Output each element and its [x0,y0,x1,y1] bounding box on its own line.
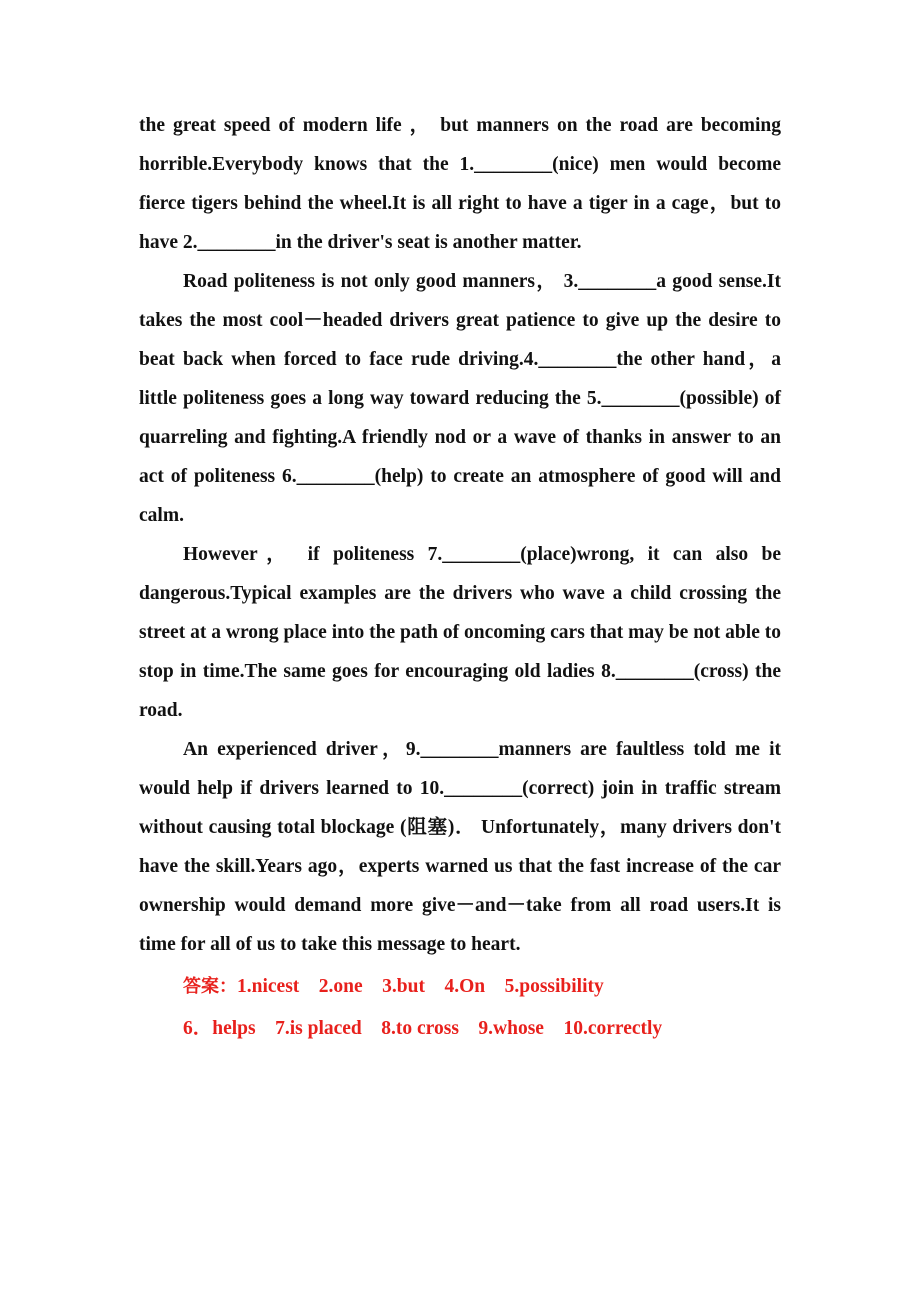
answer-line-2: 6．helps 7.is placed 8.to cross 9.whose 10.correctly [183,1018,663,1039]
answer-label: 答案： [183,976,237,997]
answer-row-2 [139,1008,781,1050]
paragraph-1: the great speed of modern life ， but manners on the road are becoming horrible.Everybody knows that the 1.________(nice) men would become fierce tigers behind the wheel.It is all right to have a tiger in a cage，but to have 2.________in the driver's seat is another matter. [139,115,781,253]
answer-row-1 [139,966,781,1008]
document-page [139,106,781,1050]
answer-line-1: 1.nicest 2.one 3.but 4.On 5.possibility [237,976,604,997]
paragraph-3: However， if politeness 7.________(place)wrong, it can also be dangerous.Typical examples are the drivers who wave a child crossing the street at a wrong place into the path of oncoming cars that may be not able to stop in time.The same goes for encouraging old ladies 8.________(cross) the road. [139,544,781,721]
answer-key [139,966,781,1050]
paragraph-2: Road politeness is not only good manners， 3.________a good sense.It takes the most cool－headed drivers great patience to give up the desire to beat back when forced to face rude driving.4.________the other hand，a little politeness goes a long way toward reducing the 5.________(possible) of quarreling and fighting.A friendly nod or a wave of thanks in answer to an act of politeness 6.________(help) to create an atmosphere of good will and calm. [139,271,781,526]
paragraph-4: An experienced driver，9.________manners are faultless told me it would help if drivers learned to 10.________(correct) join in traffic stream without causing total blockage (阻塞)． Unfortunately，many drivers don't have the skill.Years ago，experts warned us that the fast increase of the car ownership would demand more give－and－take from all road users.It is time for all of us to take this message to heart. [139,739,781,955]
